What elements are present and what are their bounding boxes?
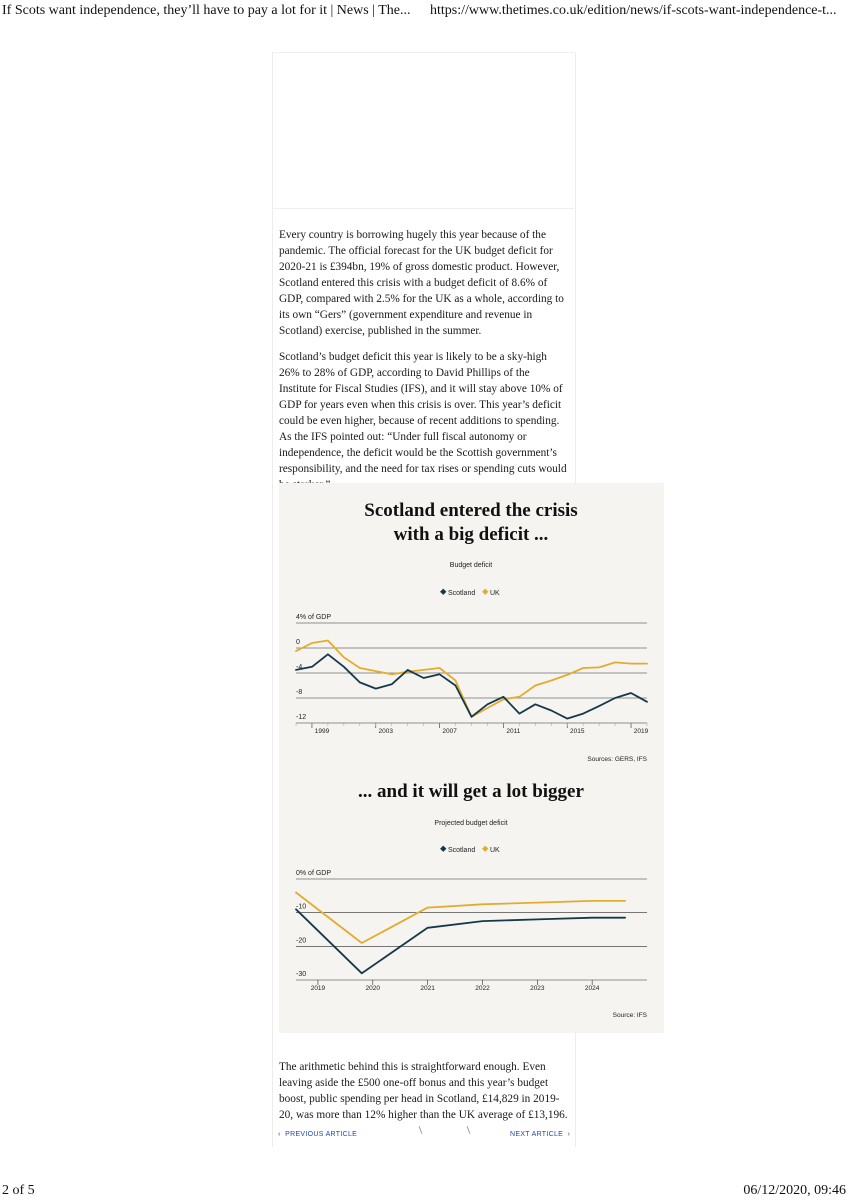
chevron-left-icon: ‹ xyxy=(278,1131,281,1138)
x-tick-label: 1999 xyxy=(314,728,330,735)
y-tick-label: -4 xyxy=(296,664,303,671)
x-tick-label: 2022 xyxy=(475,985,490,992)
legend-label-uk: UK xyxy=(490,847,500,854)
legend-marker-scotland xyxy=(440,846,446,852)
x-tick-label: 2019 xyxy=(310,985,326,992)
x-tick-label: 2015 xyxy=(569,728,585,735)
legend-marker-scotland xyxy=(440,589,446,595)
chart-source: Sources: GERS, IFS xyxy=(587,756,647,763)
next-article-label: NEXT ARTICLE xyxy=(510,1131,564,1138)
x-tick-label: 2020 xyxy=(365,985,381,992)
print-header-title: If Scots want independence, they’ll have to pay a lot for it | News | The... xyxy=(2,3,411,18)
chart-title: with a big deficit ... xyxy=(393,524,549,545)
chart-source: Source: IFS xyxy=(612,1012,647,1019)
article-paragraph-2: Scotland’s budget deficit this year is likely to be a sky-high 26% to 28% of GDP, according to David Phillips of the Institute for Fiscal Studies (IFS), and it will stay above 10% of GDP for years even when this crisis is over. This year’s deficit could be even higher, because of recent additions to spending. As the IFS pointed out: “Under full fiscal autonomy or independence, the deficit would be the Scottish government’s responsibility, and the need for tax rises or spending cuts would xyxy=(279,351,567,475)
article-divider xyxy=(272,208,574,209)
deficit-charts-figure xyxy=(279,483,664,1033)
chevron-right-icon: › xyxy=(567,1131,571,1138)
next-article-link[interactable] xyxy=(510,1131,570,1138)
print-header-url[interactable]: https://www.thetimes.co.uk/edition/news/if-scots-want-independence-t... xyxy=(430,3,837,18)
deficit-charts-svg xyxy=(279,483,664,1033)
legend-label-scotland: Scotland xyxy=(448,590,476,597)
x-tick-label: 2023 xyxy=(530,985,545,992)
y-tick-label: -10 xyxy=(296,903,307,911)
chart-subtitle: Budget deficit xyxy=(449,562,493,569)
legend-label-scotland: Scotland xyxy=(448,847,476,854)
series-line-scotland xyxy=(296,654,647,718)
y-tick-label: 4% of GDP xyxy=(296,614,332,621)
chart-subtitle: Projected budget deficit xyxy=(434,820,508,827)
series-line-uk xyxy=(296,641,647,717)
x-tick-label: 2011 xyxy=(506,728,521,735)
print-footer-datetime: 06/12/2020, 09:46 xyxy=(743,1183,846,1198)
x-tick-label: 2024 xyxy=(584,985,600,992)
x-tick-label: 2003 xyxy=(378,728,394,735)
chart-title: ... and it will get a lot bigger xyxy=(358,781,584,802)
y-tick-label: 0% of GDP xyxy=(296,870,332,877)
article-paragraph-1: Every country is borrowing hugely this year because of the pandemic. The official forecast for the UK budget deficit for 2020-21 is £394bn, 19% of gross domestic product. However, Scotland entered this crisis with a budget deficit of 8.6% of GDP, compared with 2.5% for the UK as a whole, according to its own “Gers” (government expenditure and revenue in Scotland) exercise, published in the summer. xyxy=(279,229,564,337)
legend-marker-uk xyxy=(482,846,488,852)
series-line-scotland xyxy=(296,909,625,973)
x-tick-label: 2021 xyxy=(420,985,435,992)
x-tick-label: 2007 xyxy=(442,728,457,735)
chart-title: Scotland entered the crisis xyxy=(364,500,578,521)
previous-article-label: PREVIOUS ARTICLE xyxy=(285,1131,358,1138)
y-tick-label: -8 xyxy=(296,689,303,696)
y-tick-label: -30 xyxy=(296,971,307,978)
print-footer-page: 2 of 5 xyxy=(2,1183,35,1198)
y-tick-label: -20 xyxy=(296,937,307,945)
y-tick-label: -12 xyxy=(296,714,307,721)
y-tick-label: 0 xyxy=(296,639,300,646)
legend-marker-uk xyxy=(482,589,488,595)
x-tick-label: 2019 xyxy=(633,728,649,735)
legend-label-uk: UK xyxy=(490,590,500,597)
article-paragraph-3: The arithmetic behind this is straightforward enough. Even leaving aside the £500 one-off bonus and this year’s budget boost, public spending per head in Scotland, £14,829 in 2019-20, was more than 12% higher than the UK average of £13,196. xyxy=(279,1061,568,1121)
previous-article-link[interactable] xyxy=(278,1131,357,1138)
